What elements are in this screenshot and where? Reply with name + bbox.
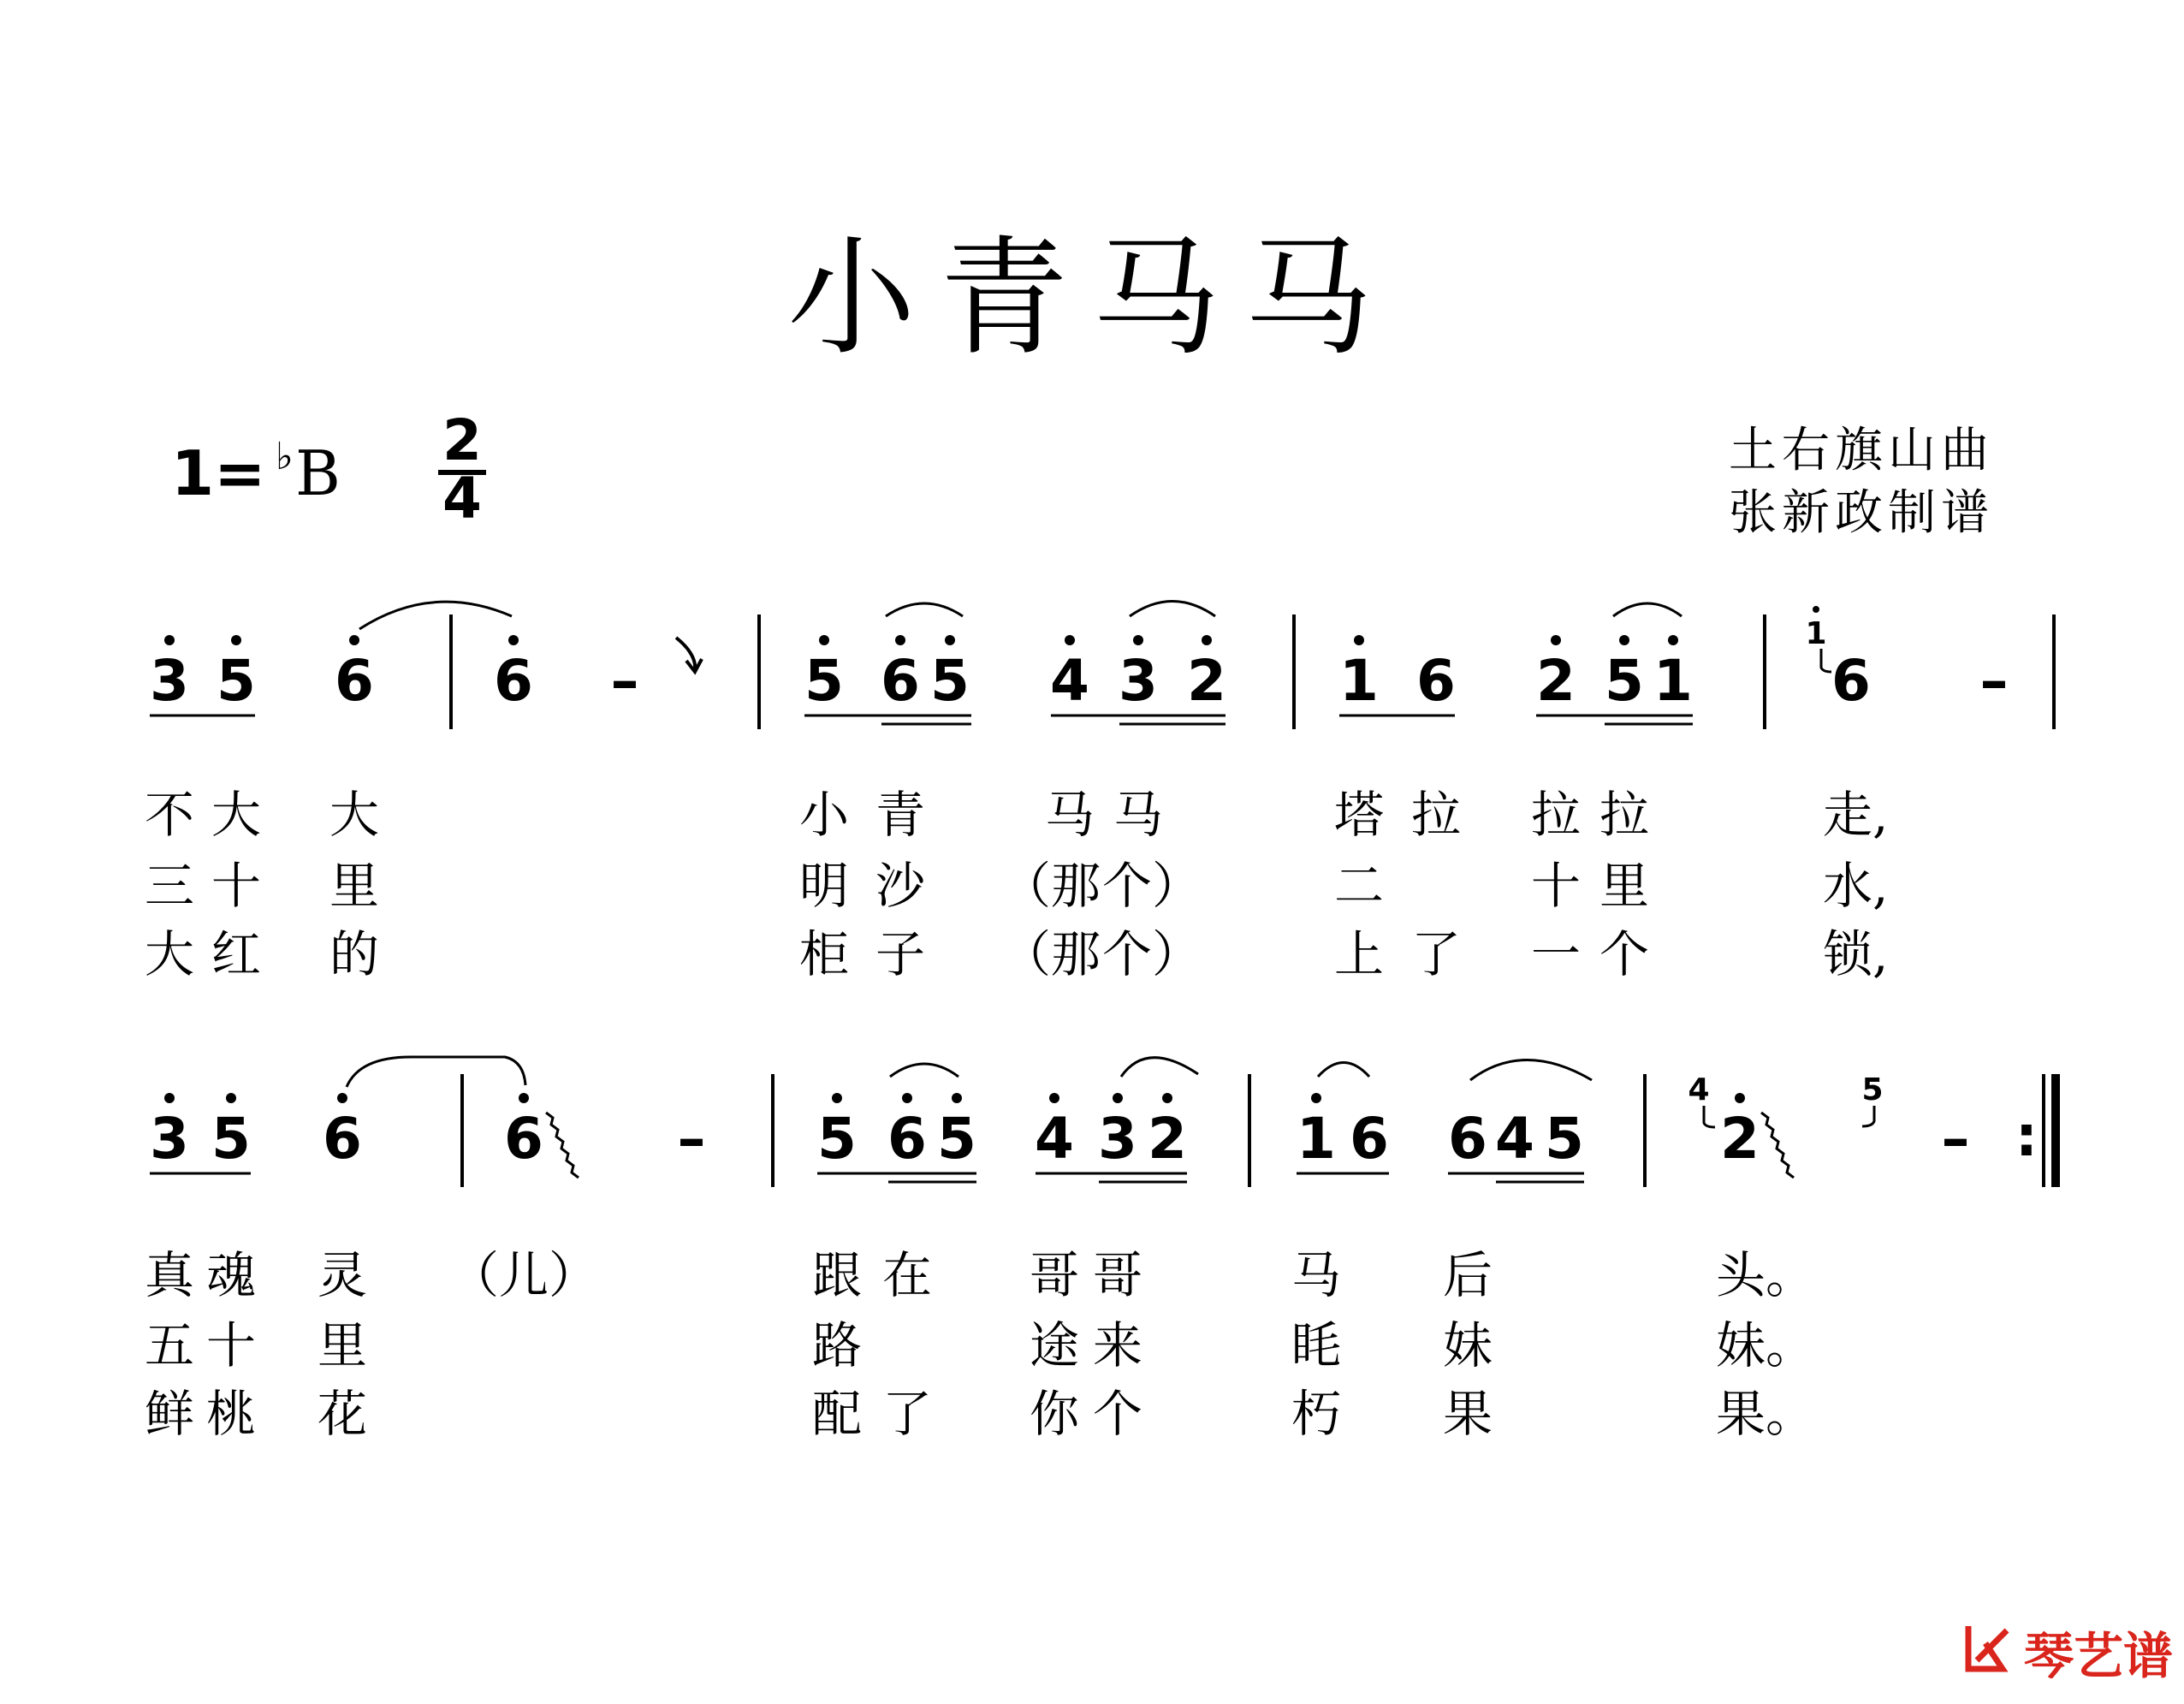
lyric: 跟 xyxy=(811,1246,863,1304)
lyric: 哥 xyxy=(1092,1246,1143,1304)
time-signature xyxy=(438,407,486,531)
lyric: 小 xyxy=(798,786,850,844)
dash: – xyxy=(1979,648,2009,714)
note: 2 xyxy=(1187,648,1226,714)
note: 6 xyxy=(887,1106,927,1172)
lyric: 三 xyxy=(144,857,195,915)
lyric: 水, xyxy=(1823,857,1889,915)
lyric: 马 xyxy=(1291,1246,1342,1304)
lyric: 走, xyxy=(1823,786,1889,844)
lyric: 妹。 xyxy=(1716,1316,1816,1374)
lyric: 了 xyxy=(1410,925,1462,983)
lyric: 柜 xyxy=(798,925,850,983)
lyric: 途 xyxy=(1029,1316,1080,1374)
grace-hook-icon xyxy=(1821,649,1831,672)
lyric: 塔 xyxy=(1333,786,1385,844)
lyric: 里 xyxy=(1599,857,1650,915)
lyric: （儿） xyxy=(449,1246,599,1304)
site-logo xyxy=(1968,1626,2173,1685)
note: 6 xyxy=(494,648,533,714)
lyric: 大 xyxy=(329,786,380,844)
key-signature xyxy=(171,435,341,509)
dash: – xyxy=(1941,1106,1970,1172)
note: 1 xyxy=(1653,648,1693,714)
lyric: 路 xyxy=(811,1316,863,1374)
lyric: 十 xyxy=(205,1316,257,1374)
lyric: 马 xyxy=(1044,786,1095,844)
lyric: 里 xyxy=(329,857,380,915)
lyric: 的 xyxy=(329,925,380,983)
lyric: 朽 xyxy=(1291,1385,1342,1443)
lyric: 十 xyxy=(1530,857,1582,915)
lyric: 个） xyxy=(1102,857,1202,915)
lyric: 五 xyxy=(144,1316,195,1374)
note: 2 xyxy=(1148,1106,1187,1172)
lyric: 花 xyxy=(317,1385,368,1443)
grace-note: 4 xyxy=(1688,1072,1710,1107)
dash: – xyxy=(610,648,639,714)
note: 6 xyxy=(1350,1106,1389,1172)
song-title: 小青马马 xyxy=(786,224,1398,373)
lyric: 鲜 xyxy=(144,1385,195,1443)
lyric: 里 xyxy=(317,1316,368,1374)
glissando-icon xyxy=(546,1113,579,1178)
grace-hook-icon xyxy=(1862,1106,1874,1126)
octave-dots xyxy=(164,606,1819,645)
lyric: 个 xyxy=(1599,925,1650,983)
lyric: 配 xyxy=(811,1385,863,1443)
note: 3 xyxy=(150,648,189,714)
slurs xyxy=(347,1057,1592,1087)
note: 1 xyxy=(1339,648,1379,714)
time-signature-bottom: 4 xyxy=(442,466,482,531)
lyric: 个 xyxy=(1092,1385,1143,1443)
logo-text: 琴艺谱 xyxy=(2024,1627,2174,1685)
lyrics-row-1 xyxy=(145,786,1888,983)
dash: – xyxy=(677,1106,706,1172)
lyric: 马 xyxy=(1113,786,1164,844)
lyric: 子 xyxy=(875,925,926,983)
note: 5 xyxy=(930,648,970,714)
grace-hook-icon xyxy=(1704,1106,1715,1127)
lyric: 妹 xyxy=(1442,1316,1493,1374)
note: 4 xyxy=(1050,648,1089,714)
lyric: 十 xyxy=(211,857,262,915)
lyric: 沙 xyxy=(875,857,926,915)
lyric: 大 xyxy=(144,925,195,983)
lyric: 了 xyxy=(881,1385,933,1443)
lyric: 一 xyxy=(1530,925,1582,983)
lyric: 真 xyxy=(144,1246,195,1304)
note: 6 xyxy=(1416,648,1456,714)
lyric: 不 xyxy=(144,786,195,844)
note: 6 xyxy=(1448,1106,1487,1172)
staff-row-1 xyxy=(150,602,2054,730)
logo-mark-icon xyxy=(1968,1626,2007,1669)
note: 5 xyxy=(211,1106,251,1172)
composer-credit: 土右旗山曲 xyxy=(1729,423,1994,478)
slurs xyxy=(359,602,1682,630)
grace-note: 1 xyxy=(1805,616,1827,651)
note: 4 xyxy=(1495,1106,1534,1172)
glissando-icon xyxy=(1761,1113,1794,1178)
lyric: （那 xyxy=(1001,925,1101,983)
lyric: 眊 xyxy=(1291,1316,1342,1374)
note: 5 xyxy=(817,1106,857,1172)
lyric: 青 xyxy=(875,786,926,844)
key-prefix: 1= xyxy=(171,437,266,509)
note: 3 xyxy=(150,1106,189,1172)
lyric: 在 xyxy=(881,1246,933,1304)
lyric: 红 xyxy=(211,925,262,983)
note: 6 xyxy=(504,1106,543,1172)
lyric: 后 xyxy=(1442,1246,1493,1304)
lyrics-row-2 xyxy=(145,1246,1815,1443)
beams xyxy=(150,715,1693,724)
lyric: 大 xyxy=(211,786,262,844)
note: 5 xyxy=(217,648,256,714)
note: 3 xyxy=(1119,648,1158,714)
lyric: 二 xyxy=(1333,857,1385,915)
key-note: B xyxy=(295,437,341,509)
flat-sign: ♭ xyxy=(276,435,294,478)
lyric: 果。 xyxy=(1716,1385,1816,1443)
repeat-dots: : xyxy=(2015,1103,2039,1169)
transcriber-credit: 张新政制谱 xyxy=(1729,485,1994,541)
lyric: 上 xyxy=(1333,925,1385,983)
note: 6 xyxy=(881,648,920,714)
note: 5 xyxy=(804,648,844,714)
lyric: 个） xyxy=(1102,925,1202,983)
lyric: 你 xyxy=(1029,1385,1080,1443)
lyric: 锁, xyxy=(1823,925,1889,983)
note: 3 xyxy=(1098,1106,1137,1172)
note: 6 xyxy=(323,1106,362,1172)
note: 2 xyxy=(1720,1106,1760,1172)
staff-row-2 xyxy=(150,1057,2056,1187)
note: 5 xyxy=(1545,1106,1584,1172)
lyric: 灵 xyxy=(317,1246,368,1304)
note: 4 xyxy=(1035,1106,1074,1172)
note: 1 xyxy=(1297,1106,1336,1172)
lyric: 来 xyxy=(1092,1316,1143,1374)
beams xyxy=(150,1173,1584,1182)
note: 2 xyxy=(1536,648,1576,714)
glide-arrow-icon xyxy=(676,638,702,672)
lyric: 拉 xyxy=(1530,786,1582,844)
note: 5 xyxy=(1605,648,1644,714)
lyric: 明 xyxy=(798,857,850,915)
grace-note: 5 xyxy=(1861,1072,1884,1107)
lyric: 拉 xyxy=(1599,786,1650,844)
lyric: 哥 xyxy=(1029,1246,1080,1304)
lyric: （那 xyxy=(1001,857,1101,915)
lyric: 魂 xyxy=(205,1246,257,1304)
time-signature-top: 2 xyxy=(442,407,482,473)
lyric: 头。 xyxy=(1716,1246,1816,1304)
note: 6 xyxy=(1831,648,1871,714)
note: 6 xyxy=(335,648,374,714)
lyric: 桃 xyxy=(205,1385,257,1443)
note: 5 xyxy=(937,1106,976,1172)
lyric: 拉 xyxy=(1410,786,1462,844)
lyric: 果 xyxy=(1442,1385,1493,1443)
octave-dots xyxy=(164,1093,1745,1103)
